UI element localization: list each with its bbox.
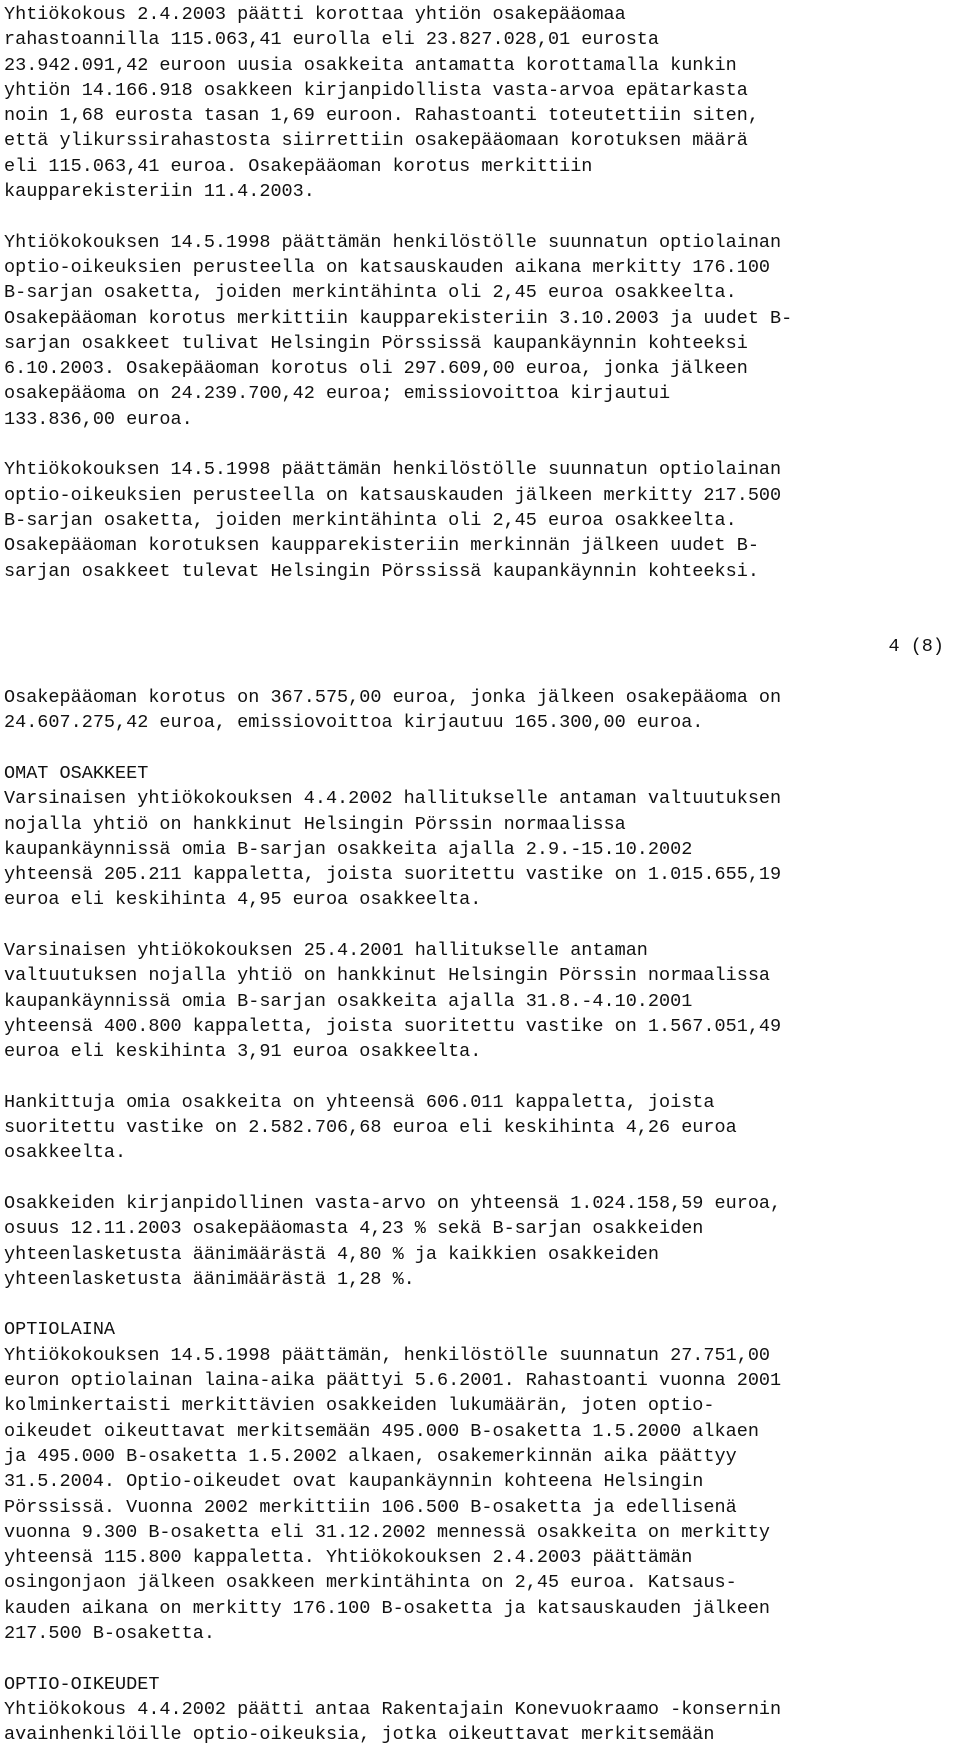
text-line: osuus 12.11.2003 osakepääomasta 4,23 % sekä B-sarjan osakkeiden	[4, 1218, 704, 1240]
option-loan-heading: OPTIOLAINA	[4, 1319, 116, 1341]
paragraph-gap	[4, 660, 954, 685]
text-line: Hankittuja omia osakkeita on yhteensä 606.011 kappaletta, joista	[4, 1091, 715, 1113]
paragraph-gap	[4, 584, 954, 609]
text-line: osakepääoma on 24.239.700,42 euroa; emissiovoittoa kirjautui	[4, 383, 671, 405]
option-rights-heading: OPTIO-OIKEUDET	[4, 1673, 160, 1695]
text-line: kaupankäynnissä omia B-sarjan osakkeita ajalla 2.9.-15.10.2002	[4, 838, 693, 860]
text-line: suoritettu vastike on 2.582.706,68 euroa eli keskihinta 4,26 euroa	[4, 1117, 737, 1139]
intro-paragraph	[4, 230, 954, 432]
text-line: avainhenkilöille optio-oikeuksia, jotka oikeuttavat merkitsemään	[4, 1724, 715, 1746]
text-line: 133.836,00 euroa.	[4, 408, 193, 430]
text-line: rahastoannilla 115.063,41 eurolla eli 23.827.028,01 eurosta	[4, 29, 660, 51]
text-line: Yhtiökokouksen 14.5.1998 päättämän, henkilöstölle suunnatun 27.751,00	[4, 1344, 771, 1366]
text-line: Yhtiökokouksen 14.5.1998 päättämän henkilöstölle suunnatun optiolainan	[4, 231, 782, 253]
text-line: valtuutuksen nojalla yhtiö on hankkinut Helsingin Pörssin normaalissa	[4, 965, 771, 987]
text-line: B-sarjan osaketta, joiden merkintähinta oli 2,45 euroa osakkeelta.	[4, 509, 737, 531]
text-line: 6.10.2003. Osakepääoman korotus oli 297.609,00 euroa, jonka jälkeen	[4, 358, 748, 380]
own-shares-heading: OMAT OSAKKEET	[4, 762, 149, 784]
text-line: nojalla yhtiö on hankkinut Helsingin Pörssin normaalissa	[4, 813, 626, 835]
paragraph-gap	[4, 736, 954, 761]
capital-increase-paragraph	[4, 685, 954, 736]
text-line: kauden aikana on merkitty 176.100 B-osaketta ja katsauskauden jälkeen	[4, 1597, 771, 1619]
text-line: Osakepääoman korotus merkittiin kaupparekisteriin 3.10.2003 ja uudet B-	[4, 307, 793, 329]
text-line: Yhtiökokous 2.4.2003 päätti korottaa yhtiön osakepääomaa	[4, 4, 626, 25]
own-shares-paragraph	[4, 1191, 954, 1292]
paragraph-gap	[4, 913, 954, 938]
text-line: osingonjaon jälkeen osakkeen merkintähinta on 2,45 euroa. Katsaus-	[4, 1572, 737, 1594]
text-line: ja 495.000 B-osaketta 1.5.2002 alkaen, osakemerkinnän aika päättyy	[4, 1445, 737, 1467]
text-line: vuonna 9.300 B-osaketta eli 31.12.2002 mennessä osakkeita on merkitty	[4, 1521, 771, 1543]
text-line: euron optiolainan laina-aika päättyi 5.6.2001. Rahastoanti vuonna 2001	[4, 1370, 782, 1392]
text-line: eli 115.063,41 euroa. Osakepääoman korotus merkittiin	[4, 155, 593, 177]
text-line: euroa eli keskihinta 4,95 euroa osakkeelta.	[4, 889, 482, 911]
intro-paragraph	[4, 2, 954, 204]
text-line: euroa eli keskihinta 3,91 euroa osakkeelta.	[4, 1041, 482, 1063]
text-line: yhteenlasketusta äänimäärästä 4,80 % ja kaikkien osakkeiden	[4, 1243, 660, 1265]
text-line: että ylikurssirahastosta siirrettiin osakepääomaan korotuksen määrä	[4, 130, 748, 152]
text-line: oikeudet oikeuttavat merkitsemään 495.000 B-osaketta 1.5.2000 alkaen	[4, 1420, 759, 1442]
text-line: sarjan osakkeet tulevat Helsingin Pörssissä kaupankäynnin kohteeksi.	[4, 560, 759, 582]
text-line: Varsinaisen yhtiökokouksen 25.4.2001 hallitukselle antaman	[4, 939, 648, 961]
own-shares-paragraph	[4, 938, 954, 1064]
text-line: Yhtiökokouksen 14.5.1998 päättämän henkilöstölle suunnatun optiolainan	[4, 459, 782, 481]
text-line: Osakepääoman korotus on 367.575,00 euroa, jonka jälkeen osakepääoma on	[4, 687, 782, 709]
paragraph-gap	[4, 1166, 954, 1191]
text-line: yhteensä 205.211 kappaletta, joista suoritettu vastike on 1.015.655,19	[4, 864, 782, 886]
text-line: yhteensä 115.800 kappaletta. Yhtiökokouksen 2.4.2003 päättämän	[4, 1547, 693, 1569]
text-line: sarjan osakkeet tulivat Helsingin Pörssissä kaupankäynnin kohteeksi	[4, 332, 748, 354]
text-line: yhtiön 14.166.918 osakkeen kirjanpidollista vasta-arvoa epätarkasta	[4, 79, 748, 101]
text-line: noin 1,68 eurosta tasan 1,69 euroon. Rahastoanti toteutettiin siten,	[4, 105, 759, 127]
own-shares-paragraph	[4, 786, 954, 912]
paragraph-gap	[4, 1064, 954, 1089]
text-line: 217.500 B-osaketta.	[4, 1623, 215, 1644]
text-line: Varsinaisen yhtiökokouksen 4.4.2002 hallitukselle antaman valtuutuksen	[4, 788, 782, 810]
option-loan-paragraph	[4, 1343, 954, 1647]
text-line: kaupankäynnissä omia B-sarjan osakkeita ajalla 31.8.-4.10.2001	[4, 990, 693, 1012]
text-line: kaupparekisteriin 11.4.2003.	[4, 181, 315, 203]
text-line: Osakkeiden kirjanpidollinen vasta-arvo on yhteensä 1.024.158,59 euroa,	[4, 1192, 782, 1214]
text-line: optio-oikeuksien perusteella on katsauskauden jälkeen merkitty 217.500	[4, 484, 782, 506]
paragraph-gap	[4, 1646, 954, 1671]
page-number: 4 (8)	[888, 636, 944, 658]
paragraph-gap	[4, 609, 954, 634]
paragraph-gap	[4, 204, 954, 229]
text-line: B-sarjan osaketta, joiden merkintähinta oli 2,45 euroa osakkeelta.	[4, 282, 737, 304]
paragraph-gap	[4, 1292, 954, 1317]
own-shares-paragraph	[4, 1090, 954, 1166]
text-line: Pörssissä. Vuonna 2002 merkittiin 106.500 B-osaketta ja edellisenä	[4, 1496, 737, 1518]
text-line: Yhtiökokous 4.4.2002 päätti antaa Rakentajain Konevuokraamo -konsernin	[4, 1698, 782, 1720]
text-line: 23.942.091,42 euroon uusia osakkeita antamatta korottamalla kunkin	[4, 54, 737, 76]
text-line: yhteensä 400.800 kappaletta, joista suoritettu vastike on 1.567.051,49	[4, 1015, 782, 1037]
text-line: Osakepääoman korotuksen kaupparekisteriin merkinnän jälkeen uudet B-	[4, 535, 759, 557]
text-line: 24.607.275,42 euroa, emissiovoittoa kirjautuu 165.300,00 euroa.	[4, 712, 704, 734]
text-line: 31.5.2004. Optio-oikeudet ovat kaupankäynnin kohteena Helsingin	[4, 1471, 704, 1493]
document-body	[4, 2, 954, 1747]
text-line: kolminkertaisti merkittävien osakkeiden lukumäärän, joten optio-	[4, 1395, 715, 1417]
text-line: osakkeelta.	[4, 1142, 127, 1164]
text-line: optio-oikeuksien perusteella on katsauskauden aikana merkitty 176.100	[4, 256, 771, 278]
paragraph-gap	[4, 432, 954, 457]
intro-paragraph	[4, 457, 954, 583]
text-line: yhteenlasketusta äänimäärästä 1,28 %.	[4, 1268, 415, 1290]
option-rights-paragraph	[4, 1697, 954, 1747]
